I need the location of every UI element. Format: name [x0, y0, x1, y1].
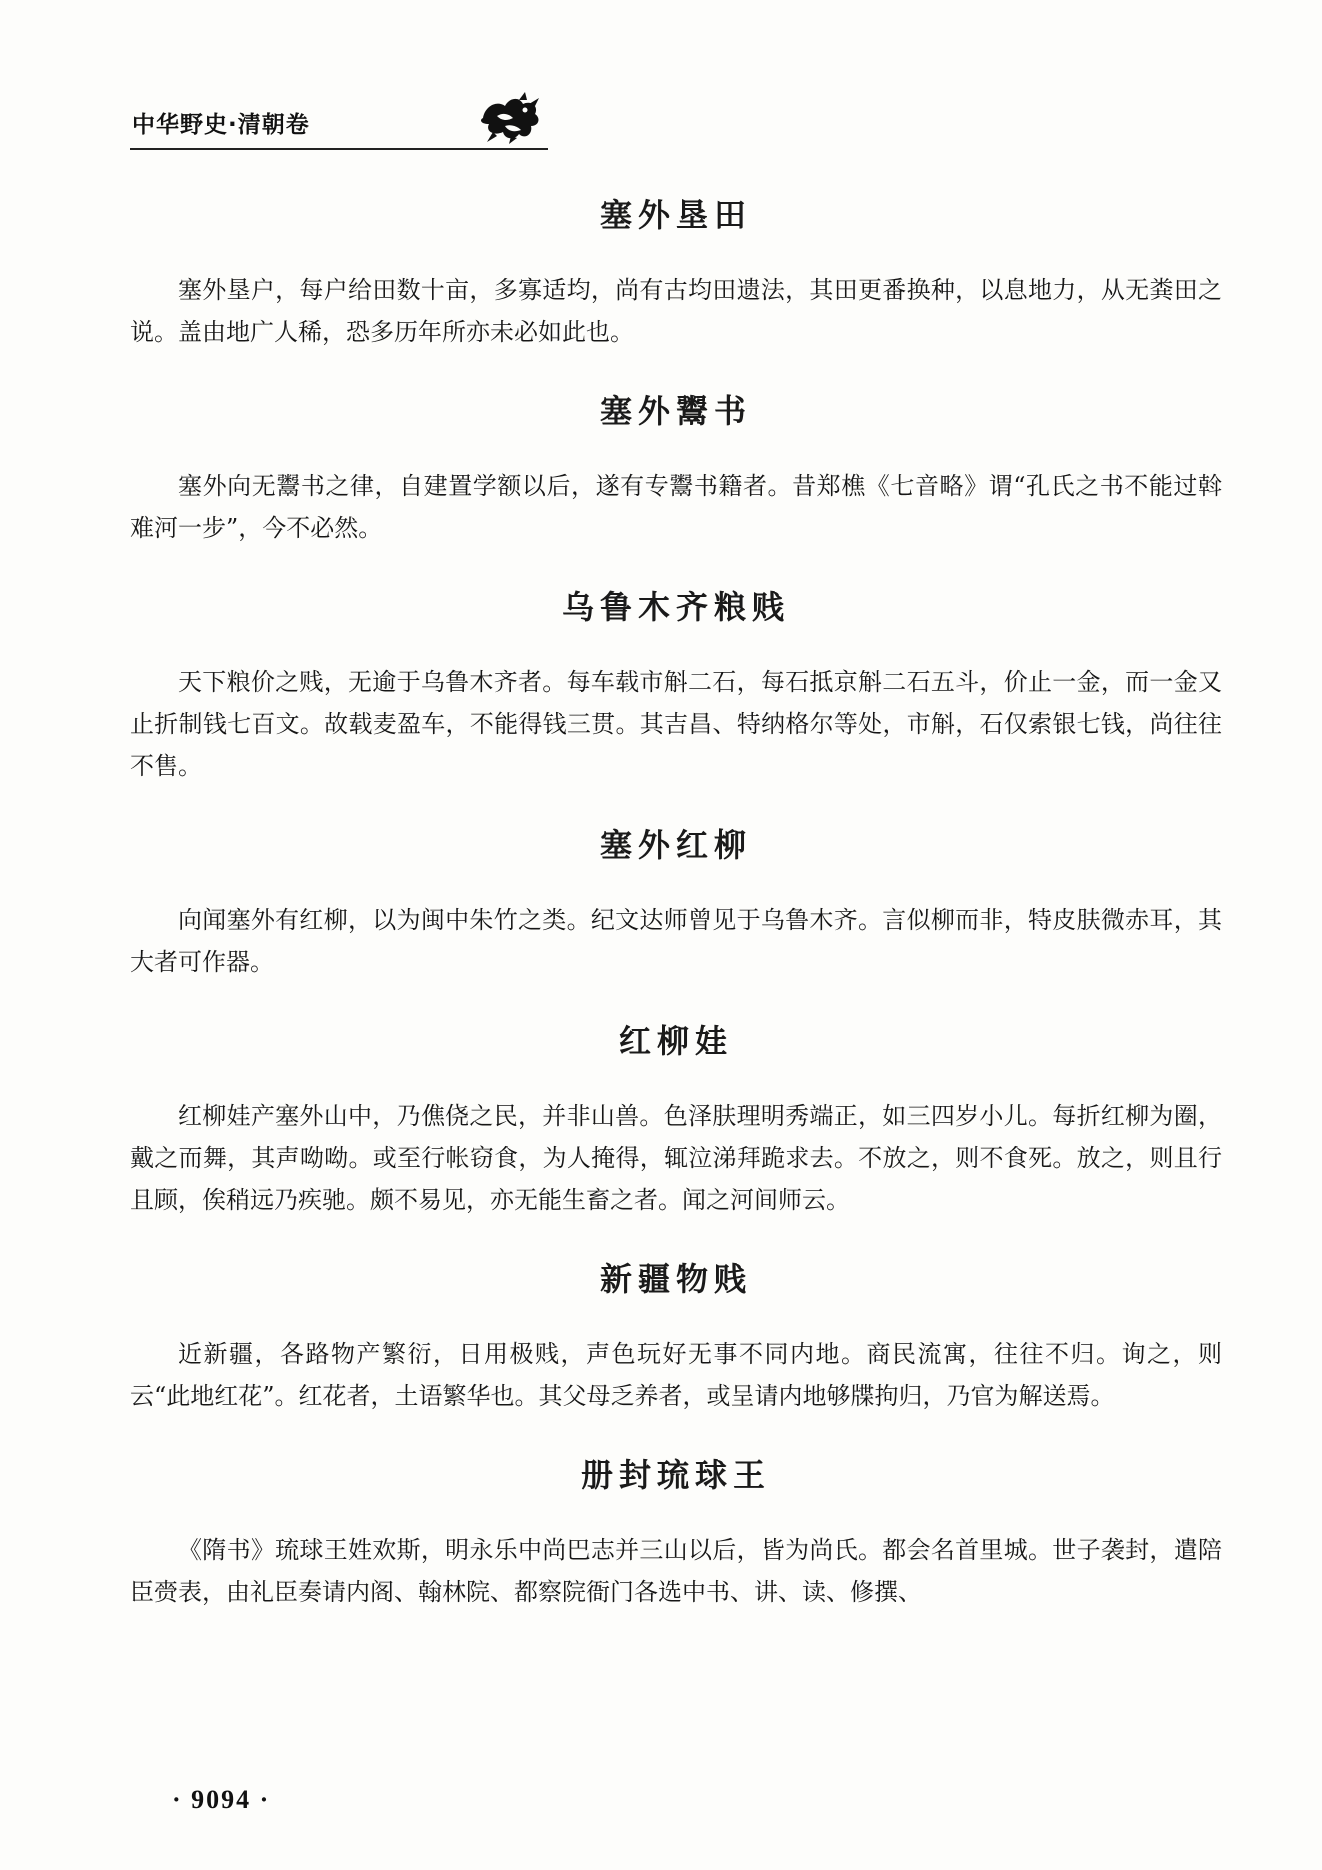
section — [130, 587, 1222, 787]
dragon-icon — [475, 92, 545, 144]
page-body — [130, 195, 1222, 1651]
section — [130, 195, 1222, 353]
section-paragraph: 向闻塞外有红柳，以为闽中朱竹之类。纪文达师曾见于乌鲁木齐。言似柳而非，特皮肤微赤耳，其大者可作器。 — [130, 906, 1222, 976]
section-title: 红柳娃 — [618, 1022, 733, 1060]
running-header — [130, 92, 548, 152]
section-paragraph: 天下粮价之贱，无逾于乌鲁木齐者。每车载市斛二石，每石抵京斛二石五斗，价止一金，而一金又止折制钱七百文。故载麦盈车，不能得钱三贯。其吉昌、特纳格尔等处，市斛，石仅索银七钱，尚往往不售。 — [130, 668, 1222, 780]
section-paragraph: 塞外向无鬻书之律，自建置学额以后，遂有专鬻书籍者。昔郑樵《七音略》谓“孔氏之书不能过斡难河一步”，今不必然。 — [130, 472, 1222, 542]
section-paragraph: 近新疆，各路物产繁衍，日用极贱，声色玩好无事不同内地。商民流寓，往往不归。询之，则云“此地红花”。红花者，土语繁华也。其父母乏养者，或呈请内地够牒拘归，乃官为解送焉。 — [130, 1340, 1222, 1410]
section-paragraph: 塞外垦户，每户给田数十亩，多寡适均，尚有古均田遗法，其田更番换种，以息地力，从无粪田之说。盖由地广人稀，恐多历年所亦未必如此也。 — [130, 276, 1222, 346]
page-number: · 9094 · — [172, 1785, 271, 1814]
section-title: 乌鲁木齐粮贱 — [561, 588, 790, 626]
section-title: 塞外垦田 — [599, 196, 752, 234]
section — [130, 1021, 1222, 1221]
section — [130, 825, 1222, 983]
book-title: 中华野史·清朝卷 — [132, 112, 310, 138]
section — [130, 1455, 1222, 1613]
header-rule — [130, 148, 548, 150]
section-title: 新疆物贱 — [599, 1260, 752, 1298]
section-title: 塞外鬻书 — [599, 392, 752, 430]
section-title: 册封琉球王 — [580, 1456, 771, 1494]
section — [130, 1259, 1222, 1417]
section-paragraph: 红柳娃产塞外山中，乃僬侥之民，并非山兽。色泽肤理明秀端正，如三四岁小儿。每折红柳为圈，戴之而舞，其声呦呦。或至行帐窃食，为人掩得，辄泣涕拜跪求去。不放之，则不食死。放之，则且行且顾，俟稍远乃疾驰。颇不易见，亦无能生畜之者。闻之河间师云。 — [130, 1102, 1222, 1214]
section-paragraph: 《隋书》琉球王姓欢斯，明永乐中尚巴志并三山以后，皆为尚氏。都会名首里城。世子袭封，遣陪臣赍表，由礼臣奏请内阁、翰林院、都察院衙门各选中书、讲、读、修撰、 — [130, 1536, 1222, 1606]
section — [130, 391, 1222, 549]
section-title: 塞外红柳 — [599, 826, 752, 864]
